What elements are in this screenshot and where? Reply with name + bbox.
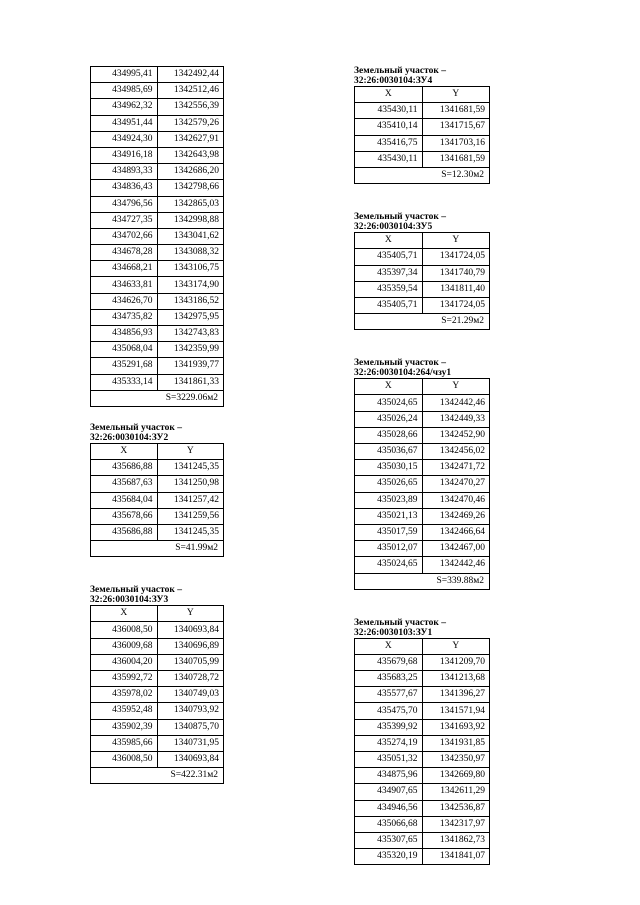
area-value: S=41.99м2 — [91, 541, 224, 557]
cadastral-number: 32:26:0030104:ЗУ3 — [90, 595, 169, 606]
coords-table-0030103-zu1 — [354, 638, 490, 866]
coord-y-cell: 1343186,52 — [157, 293, 224, 309]
coord-row — [91, 99, 224, 115]
coord-row — [91, 309, 224, 325]
coord-x-cell: 434727,35 — [91, 212, 158, 228]
coord-x-cell: 435686,88 — [91, 460, 158, 476]
coord-y-cell: 1342975,95 — [157, 309, 224, 325]
column-header-y: Y — [422, 379, 490, 395]
coord-y-cell: 1341740,79 — [422, 265, 490, 281]
cadastral-number: 32:26:0030104:ЗУ2 — [90, 432, 169, 443]
coord-x-cell: 435405,71 — [355, 249, 423, 265]
coord-row — [355, 768, 490, 784]
coord-row — [355, 832, 490, 848]
title-line1: Земельный участок – — [354, 358, 446, 369]
coord-y-cell: 1342456,02 — [422, 444, 490, 460]
area-row — [355, 167, 490, 183]
coord-row — [91, 326, 224, 342]
coord-row — [355, 265, 490, 281]
coord-y-cell: 1341703,16 — [422, 135, 490, 151]
coord-x-cell: 435030,15 — [355, 460, 423, 476]
coord-x-cell: 435683,25 — [355, 671, 423, 687]
parcel-title-zu5 — [354, 212, 490, 232]
area-value: S=12.30м2 — [355, 167, 490, 183]
column-header-x: X — [355, 87, 423, 103]
coord-row — [91, 261, 224, 277]
coords-table-zu5 — [354, 232, 490, 330]
coord-x-cell: 434875,96 — [355, 768, 423, 784]
area-value: S=422.31м2 — [91, 768, 224, 784]
title-line1: Земельный участок – — [354, 66, 446, 76]
coord-x-cell: 436008,50 — [91, 622, 158, 638]
coord-x-cell: 434962,32 — [91, 99, 158, 115]
coord-row — [91, 654, 224, 670]
coord-row — [355, 444, 490, 460]
coord-row — [91, 115, 224, 131]
coord-y-cell: 1342442,46 — [422, 395, 490, 411]
coord-y-cell: 1340705,99 — [157, 654, 224, 670]
coord-x-cell: 435012,07 — [355, 541, 423, 557]
coord-row — [355, 654, 490, 670]
coord-y-cell: 1341841,07 — [422, 849, 490, 865]
coord-row — [355, 460, 490, 476]
coord-x-cell: 434995,41 — [91, 67, 158, 83]
coord-x-cell: 435307,65 — [355, 832, 423, 848]
coord-row — [91, 228, 224, 244]
column-header-x: X — [355, 638, 423, 654]
area-row — [91, 390, 224, 406]
coord-y-cell: 1341245,35 — [157, 460, 224, 476]
parcel-title-chzu1 — [354, 358, 490, 378]
coord-x-cell: 435902,39 — [91, 719, 158, 735]
coord-row — [91, 293, 224, 309]
coord-y-cell: 1342442,46 — [422, 557, 490, 573]
area-row — [91, 768, 224, 784]
coord-x-cell: 435399,92 — [355, 719, 423, 735]
coord-row — [355, 800, 490, 816]
parcel-title-zu2 — [90, 423, 224, 443]
coord-y-cell: 1340749,03 — [157, 687, 224, 703]
coord-x-cell: 435410,14 — [355, 119, 423, 135]
coord-x-cell: 435985,66 — [91, 735, 158, 751]
coord-row — [355, 492, 490, 508]
coord-row — [91, 751, 224, 767]
coord-y-cell: 1341724,05 — [422, 297, 490, 313]
coord-row — [91, 358, 224, 374]
coord-y-cell: 1342627,91 — [157, 131, 224, 147]
coord-x-cell: 435684,04 — [91, 492, 158, 508]
coord-y-cell: 1342452,90 — [422, 427, 490, 443]
coord-y-cell: 1340793,92 — [157, 703, 224, 719]
coord-x-cell: 435475,70 — [355, 703, 423, 719]
coord-row — [91, 131, 224, 147]
coord-row — [355, 395, 490, 411]
coord-y-cell: 1342317,97 — [422, 816, 490, 832]
coord-x-cell: 434836,43 — [91, 180, 158, 196]
coord-y-cell: 1342469,26 — [422, 508, 490, 524]
coord-y-cell: 1342492,44 — [157, 67, 224, 83]
column-header-y: Y — [422, 638, 490, 654]
area-value: S=21.29м2 — [355, 314, 490, 330]
coord-y-cell: 1341681,59 — [422, 151, 490, 167]
coord-row — [91, 476, 224, 492]
coord-y-cell: 1342643,98 — [157, 147, 224, 163]
coords-table-zu2 — [90, 443, 224, 557]
title-line1: Земельный участок – — [90, 585, 182, 596]
coord-y-cell: 1341931,85 — [422, 735, 490, 751]
coord-y-cell: 1340731,95 — [157, 735, 224, 751]
coord-x-cell: 435066,68 — [355, 816, 423, 832]
coord-row — [91, 196, 224, 212]
area-row — [355, 573, 490, 589]
coord-x-cell: 434678,28 — [91, 245, 158, 261]
coords-table-chzu1 — [354, 378, 490, 589]
coord-y-cell: 1340693,84 — [157, 751, 224, 767]
coord-row — [355, 135, 490, 151]
coord-row — [91, 622, 224, 638]
coord-row — [355, 557, 490, 573]
coord-row — [355, 281, 490, 297]
left-column — [90, 66, 224, 784]
coord-y-cell: 1343174,90 — [157, 277, 224, 293]
coord-row — [91, 374, 224, 390]
coord-x-cell: 435430,11 — [355, 103, 423, 119]
coord-x-cell: 436004,20 — [91, 654, 158, 670]
coord-x-cell: 434702,66 — [91, 228, 158, 244]
coord-row — [355, 816, 490, 832]
right-column — [354, 66, 490, 865]
area-value: S=3229.06м2 — [91, 390, 224, 406]
coord-row — [91, 719, 224, 735]
coord-x-cell: 434796,56 — [91, 196, 158, 212]
coords-table-zu3 — [90, 605, 224, 784]
coord-x-cell: 434924,30 — [91, 131, 158, 147]
coord-row — [91, 147, 224, 163]
coord-x-cell: 434985,69 — [91, 83, 158, 99]
coord-row — [355, 687, 490, 703]
cadastral-number: 32:26:0030104:264/чзу1 — [354, 368, 452, 379]
coord-y-cell: 1342536,87 — [422, 800, 490, 816]
coord-y-cell: 1341939,77 — [157, 358, 224, 374]
coord-x-cell: 435679,68 — [355, 654, 423, 670]
coord-x-cell: 434893,33 — [91, 164, 158, 180]
coord-row — [355, 541, 490, 557]
coord-y-cell: 1341693,92 — [422, 719, 490, 735]
coord-row — [355, 427, 490, 443]
coord-x-cell: 435024,65 — [355, 395, 423, 411]
coord-row — [355, 524, 490, 540]
cadastral-number: 32:26:0030103:ЗУ1 — [354, 627, 433, 638]
coord-x-cell: 435036,67 — [355, 444, 423, 460]
coord-y-cell: 1340696,89 — [157, 638, 224, 654]
coord-row — [91, 180, 224, 196]
column-header-x: X — [91, 606, 158, 622]
coord-y-cell: 1342798,66 — [157, 180, 224, 196]
coord-x-cell: 435017,59 — [355, 524, 423, 540]
coord-x-cell: 435686,88 — [91, 524, 158, 540]
coord-x-cell: 435430,11 — [355, 151, 423, 167]
coord-y-cell: 1341715,67 — [422, 119, 490, 135]
column-header-y: Y — [157, 606, 224, 622]
coord-x-cell: 435026,24 — [355, 411, 423, 427]
coord-row — [91, 703, 224, 719]
coord-x-cell: 434916,18 — [91, 147, 158, 163]
coord-x-cell: 434668,21 — [91, 261, 158, 277]
coord-y-cell: 1343106,75 — [157, 261, 224, 277]
coord-y-cell: 1343041,62 — [157, 228, 224, 244]
parcel-title-zu3 — [90, 585, 224, 605]
coord-row — [91, 492, 224, 508]
coord-x-cell: 435978,02 — [91, 687, 158, 703]
coord-x-cell: 436009,68 — [91, 638, 158, 654]
area-row — [355, 314, 490, 330]
coord-x-cell: 434856,93 — [91, 326, 158, 342]
column-header-x: X — [355, 379, 423, 395]
column-header-y: Y — [157, 443, 224, 459]
coord-x-cell: 435068,04 — [91, 342, 158, 358]
coord-y-cell: 1341257,42 — [157, 492, 224, 508]
title-line1: Земельный участок – — [354, 212, 446, 223]
coord-y-cell: 1341259,56 — [157, 508, 224, 524]
coord-y-cell: 1341681,59 — [422, 103, 490, 119]
coord-x-cell: 435274,19 — [355, 735, 423, 751]
coord-row — [355, 671, 490, 687]
coord-x-cell: 434907,65 — [355, 784, 423, 800]
coord-y-cell: 1343088,32 — [157, 245, 224, 261]
coord-y-cell: 1340728,72 — [157, 671, 224, 687]
coord-row — [355, 476, 490, 492]
coord-row — [355, 249, 490, 265]
coord-row — [91, 524, 224, 540]
coord-x-cell: 435291,68 — [91, 358, 158, 374]
coords-table-zu4 — [354, 86, 490, 184]
area-value: S=339.88м2 — [355, 573, 490, 589]
coord-y-cell: 1342998,88 — [157, 212, 224, 228]
coord-row — [355, 151, 490, 167]
parcel-title-0030103-zu1 — [354, 618, 490, 638]
coord-row — [355, 508, 490, 524]
cadastral-number: 32:26:0030104:ЗУ5 — [354, 222, 433, 233]
coord-x-cell: 435359,54 — [355, 281, 423, 297]
title-line1: Земельный участок – — [354, 617, 446, 628]
coord-x-cell: 434946,56 — [355, 800, 423, 816]
coord-y-cell: 1342669,80 — [422, 768, 490, 784]
coord-y-cell: 1342579,26 — [157, 115, 224, 131]
coord-x-cell: 434951,44 — [91, 115, 158, 131]
coord-x-cell: 435405,71 — [355, 297, 423, 313]
coord-row — [91, 164, 224, 180]
coord-row — [91, 245, 224, 261]
title-line1: Земельный участок – — [90, 422, 182, 433]
coord-x-cell: 435416,75 — [355, 135, 423, 151]
coord-x-cell: 434633,81 — [91, 277, 158, 293]
coord-x-cell: 436008,50 — [91, 751, 158, 767]
coord-y-cell: 1341396,27 — [422, 687, 490, 703]
coord-x-cell: 434735,82 — [91, 309, 158, 325]
coord-y-cell: 1342471,72 — [422, 460, 490, 476]
coord-x-cell: 435333,14 — [91, 374, 158, 390]
coord-row — [91, 212, 224, 228]
coord-x-cell: 435023,89 — [355, 492, 423, 508]
coord-y-cell: 1342350,97 — [422, 752, 490, 768]
coord-row — [91, 83, 224, 99]
coord-x-cell: 435026,65 — [355, 476, 423, 492]
coord-x-cell: 435028,66 — [355, 427, 423, 443]
coord-row — [355, 411, 490, 427]
coord-x-cell: 435952,48 — [91, 703, 158, 719]
coord-row — [91, 638, 224, 654]
coord-y-cell: 1342686,20 — [157, 164, 224, 180]
coord-x-cell: 435992,72 — [91, 671, 158, 687]
coord-y-cell: 1340693,84 — [157, 622, 224, 638]
coord-y-cell: 1341861,33 — [157, 374, 224, 390]
coord-y-cell: 1342611,29 — [422, 784, 490, 800]
coord-row — [91, 508, 224, 524]
coord-y-cell: 1342865,03 — [157, 196, 224, 212]
coord-x-cell: 435320,19 — [355, 849, 423, 865]
coord-row — [91, 671, 224, 687]
coord-y-cell: 1342467,00 — [422, 541, 490, 557]
coord-x-cell: 434626,70 — [91, 293, 158, 309]
column-header-y: Y — [422, 233, 490, 249]
coord-row — [355, 752, 490, 768]
coord-y-cell: 1341862,73 — [422, 832, 490, 848]
coord-row — [355, 735, 490, 751]
coord-y-cell: 1342743,83 — [157, 326, 224, 342]
coord-row — [91, 277, 224, 293]
coord-y-cell: 1340875,70 — [157, 719, 224, 735]
column-header-x: X — [355, 233, 423, 249]
area-row — [91, 541, 224, 557]
coord-row — [355, 119, 490, 135]
coord-row — [355, 703, 490, 719]
parcel-title-zu4 — [354, 66, 490, 86]
coord-row — [91, 687, 224, 703]
coord-row — [91, 735, 224, 751]
coord-x-cell: 435687,63 — [91, 476, 158, 492]
coord-x-cell: 435577,67 — [355, 687, 423, 703]
coord-x-cell: 435021,13 — [355, 508, 423, 524]
coord-row — [355, 784, 490, 800]
coord-x-cell: 435678,66 — [91, 508, 158, 524]
coords-table-continued — [90, 66, 224, 407]
coord-x-cell: 435024,65 — [355, 557, 423, 573]
coord-row — [355, 849, 490, 865]
coord-y-cell: 1342470,27 — [422, 476, 490, 492]
coord-y-cell: 1342449,33 — [422, 411, 490, 427]
coord-y-cell: 1341213,68 — [422, 671, 490, 687]
coord-y-cell: 1342470,46 — [422, 492, 490, 508]
coord-x-cell: 435397,34 — [355, 265, 423, 281]
coord-y-cell: 1341811,40 — [422, 281, 490, 297]
column-header-x: X — [91, 443, 158, 459]
coord-y-cell: 1341571,94 — [422, 703, 490, 719]
coord-y-cell: 1342466,64 — [422, 524, 490, 540]
coord-row — [355, 297, 490, 313]
coord-y-cell: 1342556,39 — [157, 99, 224, 115]
coord-row — [355, 719, 490, 735]
coord-x-cell: 435051,32 — [355, 752, 423, 768]
column-header-y: Y — [422, 87, 490, 103]
coord-row — [91, 67, 224, 83]
coord-y-cell: 1341245,35 — [157, 524, 224, 540]
coord-y-cell: 1341724,05 — [422, 249, 490, 265]
cadastral-number: 32:26:0030104:ЗУ4 — [354, 76, 433, 86]
coord-row — [91, 460, 224, 476]
coord-y-cell: 1341250,98 — [157, 476, 224, 492]
coord-y-cell: 1342359,99 — [157, 342, 224, 358]
coord-row — [355, 103, 490, 119]
coord-row — [91, 342, 224, 358]
coord-y-cell: 1341209,70 — [422, 654, 490, 670]
coord-y-cell: 1342512,46 — [157, 83, 224, 99]
